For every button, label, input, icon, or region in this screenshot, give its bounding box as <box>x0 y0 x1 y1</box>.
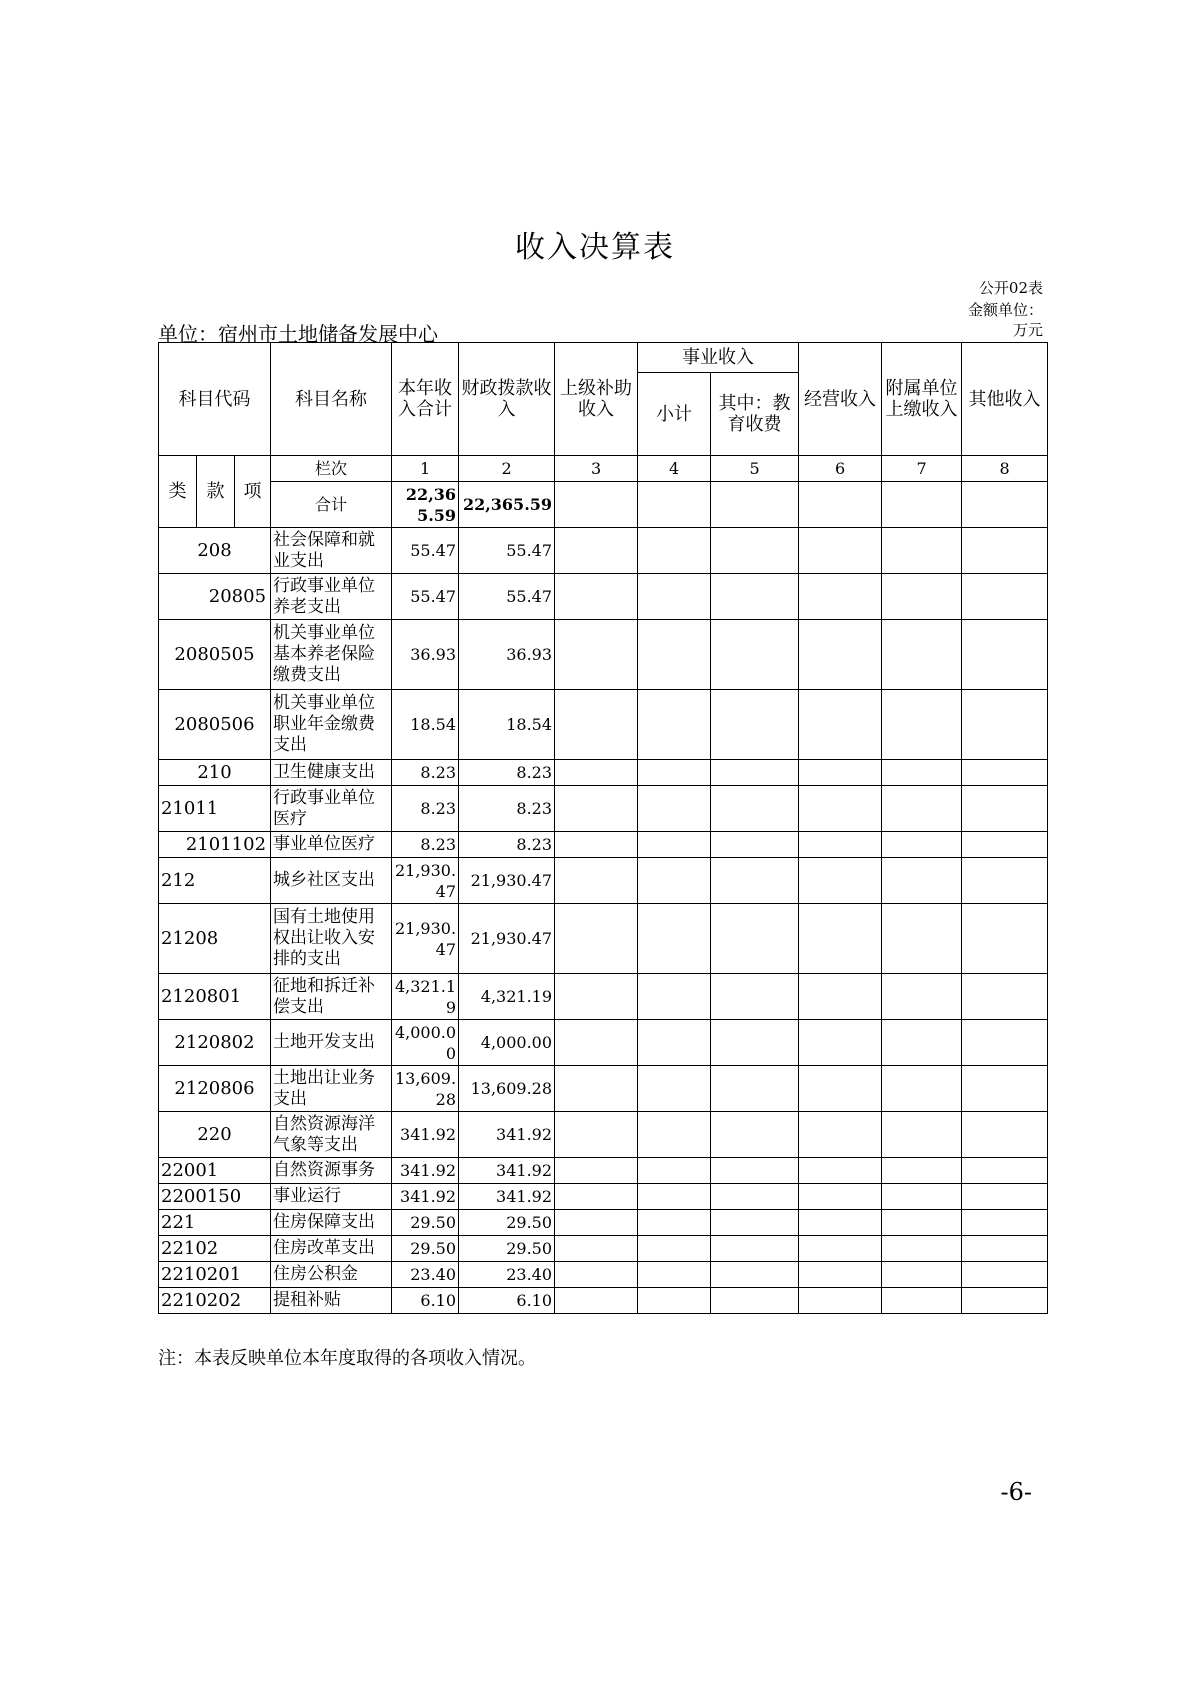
row-fiscal: 36.93 <box>459 620 555 690</box>
empty-cell <box>555 786 638 832</box>
table-row <box>159 904 1048 974</box>
row-code: 212 <box>159 858 271 904</box>
empty-cell <box>799 1158 882 1184</box>
row-code: 221 <box>159 1210 271 1236</box>
empty-cell <box>882 1210 962 1236</box>
table-row <box>159 858 1048 904</box>
empty-cell <box>638 482 711 528</box>
income-table <box>158 342 1048 1314</box>
header-row-1 <box>159 343 1048 373</box>
empty-cell <box>962 574 1048 620</box>
empty-cell <box>882 620 962 690</box>
empty-cell <box>962 1020 1048 1066</box>
page-title: 收入决算表 <box>515 230 675 265</box>
empty-cell <box>555 1210 638 1236</box>
empty-cell <box>799 1236 882 1262</box>
row-fiscal: 4,321.19 <box>459 974 555 1020</box>
table-row <box>159 1184 1048 1210</box>
row-name: 事业运行 <box>271 1184 392 1210</box>
row-total: 55.47 <box>392 528 459 574</box>
row-code: 2120801 <box>159 974 271 1020</box>
table-row <box>159 1210 1048 1236</box>
row-code: 208 <box>159 528 271 574</box>
empty-cell <box>555 528 638 574</box>
empty-cell <box>638 1210 711 1236</box>
empty-cell <box>711 1184 799 1210</box>
empty-cell <box>711 528 799 574</box>
row-code: 22001 <box>159 1158 271 1184</box>
row-name: 社会保障和就业支出 <box>271 528 392 574</box>
empty-cell <box>882 1158 962 1184</box>
row-name: 住房改革支出 <box>271 1236 392 1262</box>
empty-cell <box>882 574 962 620</box>
row-name: 土地出让业务支出 <box>271 1066 392 1112</box>
row-total: 341.92 <box>392 1184 459 1210</box>
empty-cell <box>555 1158 638 1184</box>
empty-cell <box>882 974 962 1020</box>
empty-cell <box>962 690 1048 760</box>
empty-cell <box>962 528 1048 574</box>
empty-cell <box>638 832 711 858</box>
empty-cell <box>799 1210 882 1236</box>
empty-cell <box>799 574 882 620</box>
row-code: 2120806 <box>159 1066 271 1112</box>
table-row <box>159 760 1048 786</box>
row-total: 21,930.47 <box>392 904 459 974</box>
row-total: 21,930.47 <box>392 858 459 904</box>
empty-cell <box>799 832 882 858</box>
column-index-7: 7 <box>882 456 962 482</box>
empty-cell <box>882 1236 962 1262</box>
row-name: 自然资源事务 <box>271 1158 392 1184</box>
empty-cell <box>799 528 882 574</box>
row-code: 2210202 <box>159 1288 271 1314</box>
empty-cell <box>711 904 799 974</box>
empty-cell <box>555 574 638 620</box>
row-fiscal: 8.23 <box>459 786 555 832</box>
row-fiscal: 55.47 <box>459 528 555 574</box>
empty-cell <box>638 620 711 690</box>
row-total: 4,321.19 <box>392 974 459 1020</box>
empty-cell <box>711 858 799 904</box>
empty-cell <box>711 1210 799 1236</box>
row-name: 国有土地使用权出让收入安排的支出 <box>271 904 392 974</box>
row-total: 23.40 <box>392 1262 459 1288</box>
row-fiscal: 29.50 <box>459 1210 555 1236</box>
table-note: 注：本表反映单位本年度取得的各项收入情况。 <box>158 1348 536 1369</box>
table-row <box>159 832 1048 858</box>
empty-cell <box>555 1184 638 1210</box>
table-row <box>159 1158 1048 1184</box>
empty-cell <box>711 1288 799 1314</box>
empty-cell <box>962 858 1048 904</box>
empty-cell <box>799 1184 882 1210</box>
empty-cell <box>799 1262 882 1288</box>
empty-cell <box>555 974 638 1020</box>
row-fiscal: 18.54 <box>459 690 555 760</box>
empty-cell <box>555 760 638 786</box>
row-fiscal: 341.92 <box>459 1158 555 1184</box>
row-name: 住房保障支出 <box>271 1210 392 1236</box>
row-total: 8.23 <box>392 786 459 832</box>
empty-cell <box>638 786 711 832</box>
header-total: 本年收入合计 <box>392 343 459 456</box>
sum-fiscal: 22,365.59 <box>459 482 555 528</box>
row-name: 自然资源海洋气象等支出 <box>271 1112 392 1158</box>
empty-cell <box>555 482 638 528</box>
empty-cell <box>962 1210 1048 1236</box>
column-index-2: 2 <box>459 456 555 482</box>
empty-cell <box>638 690 711 760</box>
empty-cell <box>882 1112 962 1158</box>
header-class: 类 <box>159 456 197 528</box>
column-index-1: 1 <box>392 456 459 482</box>
column-index-4: 4 <box>638 456 711 482</box>
header-subtotal: 小计 <box>638 373 711 456</box>
row-code: 2080505 <box>159 620 271 690</box>
empty-cell <box>711 1262 799 1288</box>
empty-cell <box>711 786 799 832</box>
empty-cell <box>882 760 962 786</box>
empty-cell <box>882 1288 962 1314</box>
row-name: 行政事业单位养老支出 <box>271 574 392 620</box>
row-fiscal: 21,930.47 <box>459 858 555 904</box>
page-number: -6- <box>1000 1478 1032 1506</box>
empty-cell <box>882 1184 962 1210</box>
row-fiscal: 6.10 <box>459 1288 555 1314</box>
empty-cell <box>638 858 711 904</box>
empty-cell <box>882 1066 962 1112</box>
row-fiscal: 13,609.28 <box>459 1066 555 1112</box>
column-index-3: 3 <box>555 456 638 482</box>
table-body <box>159 528 1048 1314</box>
row-total: 13,609.28 <box>392 1066 459 1112</box>
row-name: 卫生健康支出 <box>271 760 392 786</box>
sum-label: 合计 <box>271 482 392 528</box>
row-code: 22102 <box>159 1236 271 1262</box>
row-name: 机关事业单位职业年金缴费支出 <box>271 690 392 760</box>
table-row <box>159 1262 1048 1288</box>
empty-cell <box>555 620 638 690</box>
header-operating: 经营收入 <box>799 343 882 456</box>
header-other: 其他收入 <box>962 343 1048 456</box>
row-name: 城乡社区支出 <box>271 858 392 904</box>
empty-cell <box>962 1184 1048 1210</box>
empty-cell <box>962 904 1048 974</box>
empty-cell <box>799 1020 882 1066</box>
empty-cell <box>962 760 1048 786</box>
currency-unit: 万元 <box>1012 321 1043 339</box>
row-name: 土地开发支出 <box>271 1020 392 1066</box>
table-row <box>159 1236 1048 1262</box>
empty-cell <box>711 1020 799 1066</box>
empty-cell <box>638 974 711 1020</box>
header-affiliated: 附属单位上缴收入 <box>882 343 962 456</box>
column-index-5: 5 <box>711 456 799 482</box>
column-index-8: 8 <box>962 456 1048 482</box>
table-row <box>159 690 1048 760</box>
empty-cell <box>799 760 882 786</box>
header-name: 科目名称 <box>271 343 392 456</box>
empty-cell <box>555 904 638 974</box>
row-fiscal: 341.92 <box>459 1184 555 1210</box>
row-name: 机关事业单位基本养老保险缴费支出 <box>271 620 392 690</box>
empty-cell <box>555 832 638 858</box>
empty-cell <box>882 858 962 904</box>
empty-cell <box>882 1262 962 1288</box>
table-row <box>159 1112 1048 1158</box>
empty-cell <box>962 1262 1048 1288</box>
row-total: 6.10 <box>392 1288 459 1314</box>
header-career: 事业收入 <box>638 343 799 373</box>
row-code: 2101102 <box>159 832 271 858</box>
empty-cell <box>638 1262 711 1288</box>
empty-cell <box>555 1112 638 1158</box>
row-fiscal: 21,930.47 <box>459 904 555 974</box>
empty-cell <box>555 1066 638 1112</box>
empty-cell <box>711 760 799 786</box>
empty-cell <box>638 528 711 574</box>
row-fiscal: 8.23 <box>459 832 555 858</box>
empty-cell <box>638 760 711 786</box>
column-index-row <box>159 456 1048 482</box>
table-row <box>159 620 1048 690</box>
row-fiscal: 341.92 <box>459 1112 555 1158</box>
header-section: 款 <box>197 456 235 528</box>
empty-cell <box>962 482 1048 528</box>
empty-cell <box>711 1236 799 1262</box>
empty-cell <box>638 1236 711 1262</box>
header-item: 项 <box>235 456 271 528</box>
empty-cell <box>962 1158 1048 1184</box>
column-index-6: 6 <box>799 456 882 482</box>
row-name: 征地和拆迁补偿支出 <box>271 974 392 1020</box>
empty-cell <box>638 1184 711 1210</box>
row-code: 20805 <box>159 574 271 620</box>
empty-cell <box>799 690 882 760</box>
row-name: 事业单位医疗 <box>271 832 392 858</box>
table-row <box>159 1066 1048 1112</box>
empty-cell <box>555 858 638 904</box>
row-code: 21208 <box>159 904 271 974</box>
table-row <box>159 1020 1048 1066</box>
row-total: 8.23 <box>392 832 459 858</box>
empty-cell <box>882 528 962 574</box>
row-name: 行政事业单位医疗 <box>271 786 392 832</box>
table-row <box>159 1288 1048 1314</box>
row-total: 29.50 <box>392 1210 459 1236</box>
empty-cell <box>882 786 962 832</box>
table-row <box>159 786 1048 832</box>
empty-cell <box>638 1066 711 1112</box>
sum-total: 22,365.59 <box>392 482 459 528</box>
empty-cell <box>962 974 1048 1020</box>
row-code: 21011 <box>159 786 271 832</box>
sum-row <box>159 482 1048 528</box>
row-total: 55.47 <box>392 574 459 620</box>
header-code: 科目代码 <box>159 343 271 456</box>
empty-cell <box>799 1288 882 1314</box>
empty-cell <box>638 1020 711 1066</box>
row-code: 210 <box>159 760 271 786</box>
table-row <box>159 974 1048 1020</box>
empty-cell <box>711 690 799 760</box>
empty-cell <box>638 904 711 974</box>
empty-cell <box>638 1112 711 1158</box>
empty-cell <box>799 904 882 974</box>
header-fiscal: 财政拨款收入 <box>459 343 555 456</box>
empty-cell <box>799 1112 882 1158</box>
header-edu: 其中：教育收费 <box>711 373 799 456</box>
row-code: 2120802 <box>159 1020 271 1066</box>
empty-cell <box>555 1262 638 1288</box>
empty-cell <box>711 620 799 690</box>
row-total: 18.54 <box>392 690 459 760</box>
empty-cell <box>799 482 882 528</box>
row-fiscal: 8.23 <box>459 760 555 786</box>
row-name: 住房公积金 <box>271 1262 392 1288</box>
empty-cell <box>962 832 1048 858</box>
empty-cell <box>882 482 962 528</box>
empty-cell <box>799 620 882 690</box>
row-total: 29.50 <box>392 1236 459 1262</box>
empty-cell <box>638 1288 711 1314</box>
empty-cell <box>882 832 962 858</box>
row-total: 341.92 <box>392 1158 459 1184</box>
row-fiscal: 4,000.00 <box>459 1020 555 1066</box>
form-number: 公开02表 <box>978 279 1043 297</box>
empty-cell <box>555 1020 638 1066</box>
empty-cell <box>711 1158 799 1184</box>
empty-cell <box>555 1236 638 1262</box>
empty-cell <box>962 1288 1048 1314</box>
header-superior: 上级补助收入 <box>555 343 638 456</box>
row-total: 4,000.00 <box>392 1020 459 1066</box>
empty-cell <box>799 1066 882 1112</box>
table-row <box>159 574 1048 620</box>
row-code: 2080506 <box>159 690 271 760</box>
row-fiscal: 55.47 <box>459 574 555 620</box>
empty-cell <box>799 786 882 832</box>
row-code: 2210201 <box>159 1262 271 1288</box>
empty-cell <box>555 690 638 760</box>
empty-cell <box>962 786 1048 832</box>
row-total: 36.93 <box>392 620 459 690</box>
empty-cell <box>882 1020 962 1066</box>
empty-cell <box>799 858 882 904</box>
empty-cell <box>711 974 799 1020</box>
row-name: 提租补贴 <box>271 1288 392 1314</box>
table-row <box>159 528 1048 574</box>
empty-cell <box>711 1112 799 1158</box>
empty-cell <box>962 1236 1048 1262</box>
row-code: 220 <box>159 1112 271 1158</box>
empty-cell <box>799 974 882 1020</box>
row-total: 8.23 <box>392 760 459 786</box>
empty-cell <box>711 574 799 620</box>
empty-cell <box>962 1066 1048 1112</box>
empty-cell <box>962 620 1048 690</box>
empty-cell <box>638 1158 711 1184</box>
row-code: 2200150 <box>159 1184 271 1210</box>
empty-cell <box>882 904 962 974</box>
empty-cell <box>555 1288 638 1314</box>
empty-cell <box>711 482 799 528</box>
row-fiscal: 23.40 <box>459 1262 555 1288</box>
unit-label: 单位：宿州市土地储备发展中心 <box>158 322 438 346</box>
column-index-label: 栏次 <box>271 456 392 482</box>
empty-cell <box>962 1112 1048 1158</box>
row-total: 341.92 <box>392 1112 459 1158</box>
empty-cell <box>711 1066 799 1112</box>
empty-cell <box>882 690 962 760</box>
row-fiscal: 29.50 <box>459 1236 555 1262</box>
currency-label: 金额单位： <box>967 301 1043 319</box>
empty-cell <box>638 574 711 620</box>
empty-cell <box>711 832 799 858</box>
